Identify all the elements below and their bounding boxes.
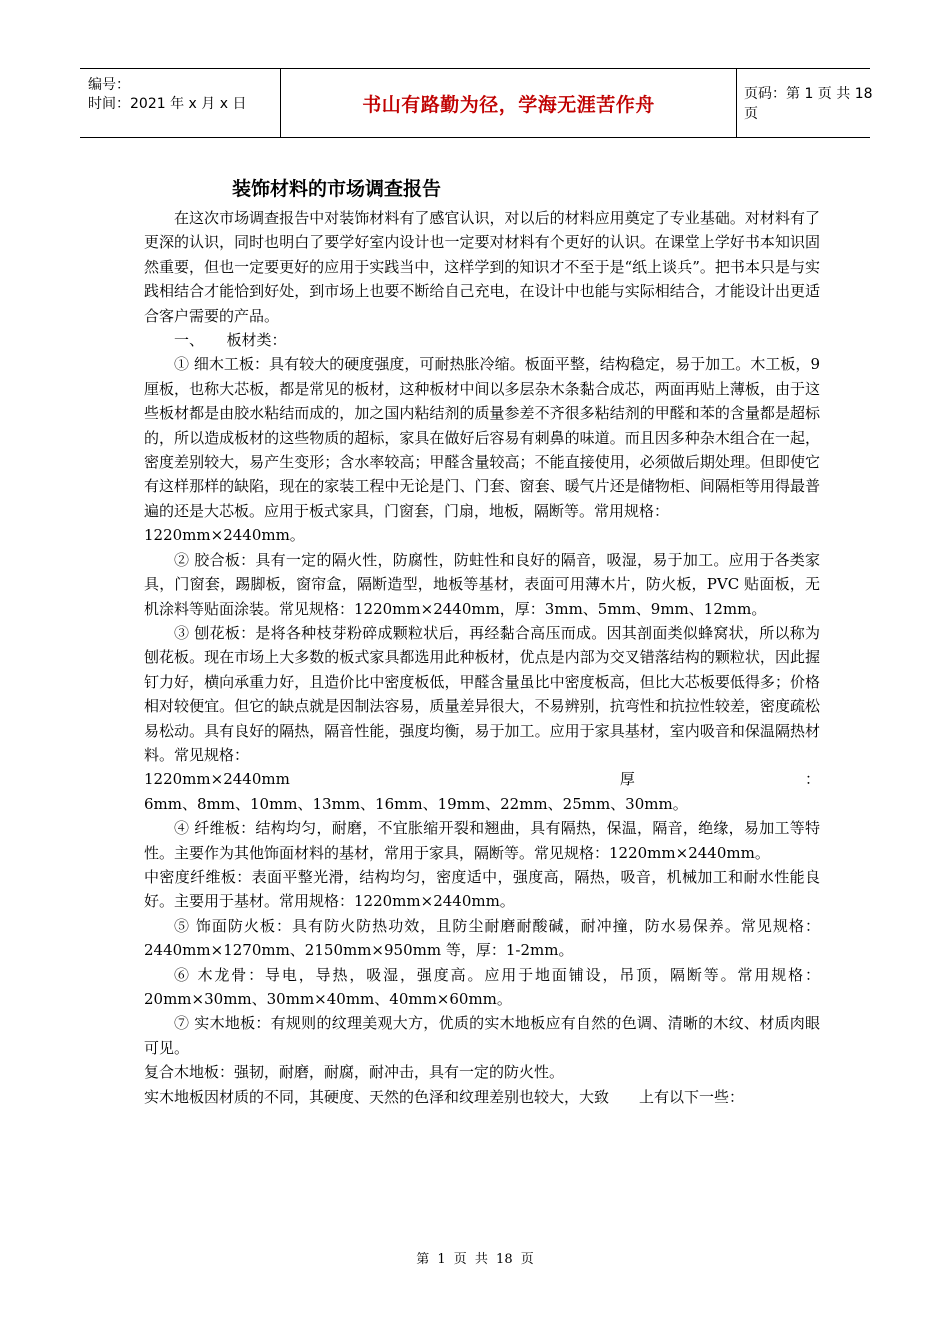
page-header — [80, 68, 873, 138]
header-page-cell — [736, 69, 878, 137]
item-blockboard-spec: 1220mm×2440mm。 — [144, 526, 305, 545]
particleboard-thickness-label: 厚 — [619, 770, 635, 789]
item-blockboard: ① 细木工板：具有较大的硬度强度，可耐热胀冷缩。板面平整，结构稳定，易于加工。木工板，9 厘板，也称大芯板，都是常见的板材，这种板材中间以多层杂木条黏合成芯，两面再贴上薄板，由于这些板材都是由胶水粘结而成的，加之国内粘结剂的质量参差不齐很多粘结剂的甲醛和苯的含量都是超标的，所以造成板材的这些物质的超标，家具在做好后容易有刺鼻的味道。而且因多种杂木组合在一起，密度差别较大，易产生变形；含水率较高；甲醛含量较高；不能直接使用，必须做后期处理。但即使它有这样那样的缺陷，现在的家装工程中无论是门、门套、窗套、暖气片还是储物柜、间隔柜等用得最普遍的还是大芯板。应用于板式家具，门窗套，门扇，地板，隔断等。常用规格： — [144, 355, 820, 520]
item-composite-floor: 复合木地板：强韧，耐磨，耐腐，耐冲击，具有一定的防火性。 — [144, 1063, 565, 1082]
intro-paragraph: 在这次市场调查报告中对装饰材料有了感官认识，对以后的材料应用奠定了专业基础。对材料有了更深的认识，同时也明白了要学好室内设计也一定要对材料有个更好的认识。在课堂上学好书本知识固然重要，但也一定要更好的应用于实践当中，这样学到的知识才不至于是“纸上谈兵”。把书本只是与实践相结合才能恰到好处，到市场上也要不断给自己充电，在设计中也能与实际相结合，才能设计出更适合客户需要的产品。 — [144, 209, 820, 325]
particleboard-size: 1220mm×2440mm — [144, 770, 290, 789]
item-plywood: ② 胶合板：具有一定的隔火性，防腐性，防蛀性和良好的隔音，吸湿，易于加工。应用于各类家具，门窗套，踢脚板，窗帘盒，隔断造型，地板等基材，表面可用薄木片，防火板，PVC 贴面板，无机涂料等贴面涂装。常见规格：1220mm×2440mm，厚：3mm、5mm、9mm、12mm。 — [144, 550, 820, 618]
item-particleboard: ③ 刨花板：是将各种枝芽粉碎成颗粒状后，再经黏合高压而成。因其剖面类似蜂窝状，所以称为刨花板。现在市场上大多数的板式家具都选用此种板材，优点是内部为交叉错落结构的颗粒状，因此握钉力好，横向承重力好，且造价比中密度板低，甲醛含量虽比中密度板高，但比大芯板要低得多；价格相对较便宜。但它的缺点就是因制法容易，质量差异很大，不易辨别，抗弯性和抗拉性较差，密度疏松易松动。具有良好的隔热，隔音性能，强度均衡，易于加工。应用于家具基材，室内吸音和保温隔热材料。常见规格： — [144, 623, 820, 764]
item-solid-wood-floor: ⑦ 实木地板：有规则的纹理美观大方，优质的实木地板应有自然的色调、清晰的木纹、材质肉眼可见。 — [144, 1014, 820, 1057]
item-particleboard-thickness: 6mm、8mm、10mm、13mm、16mm、19mm、22mm、25mm、30mm。 — [144, 794, 688, 813]
item-fireproof-board: ⑤ 饰面防火板：具有防火防热功效，且防尘耐磨耐酸碱，耐冲撞，防水易保养。常见规格：2440mm×1270mm、2150mm×950mm 等，厚：1-2mm。 — [144, 916, 820, 960]
item-particleboard-spec-row — [144, 767, 820, 791]
section-heading-boards: 一、 板材类： — [174, 331, 287, 350]
page-footer: 第 1 页 共 18 页 — [416, 1252, 534, 1267]
document-body — [144, 206, 820, 1109]
header-info-cell — [80, 69, 280, 137]
header-motto-cell — [280, 69, 737, 137]
item-fiberboard: ④ 纤维板：结构均匀，耐磨，不宜胀缩开裂和翘曲，具有隔热，保温，隔音，绝缘，易加工等特性。主要作为其他饰面材料的基材，常用于家具，隔断等。常见规格：1220mm×2440mm。 — [144, 819, 820, 862]
last-paragraph: 实木地板因材质的不同，其硬度、天然的色泽和纹理差别也较大，大致 上有以下一些： — [144, 1087, 745, 1106]
number-label: 编号： — [88, 77, 130, 93]
item-mdf: 中密度纤维板：表面平整光滑，结构均匀，密度适中，强度高，隔热，吸音，机械加工和耐水性能良好。主要用于基材。常用规格：1220mm×2440mm。 — [144, 867, 820, 911]
motto-text: 书山有路勤为径，学海无涯苦作舟 — [362, 93, 655, 116]
item-wood-keel: ⑥ 木龙骨：导电，导热，吸湿，强度高。应用于地面铺设，吊顶，隔断等。常用规格：20mm×30mm、30mm×40mm、40mm×60mm。 — [144, 965, 820, 1008]
document-title: 装饰材料的市场调查报告 — [232, 178, 442, 200]
time-label: 时间：2021 年 x 月 x 日 — [88, 96, 247, 112]
particleboard-colon: ： — [804, 770, 820, 789]
page-number-label: 页码：第 1 页 共 18 页 — [744, 86, 873, 122]
